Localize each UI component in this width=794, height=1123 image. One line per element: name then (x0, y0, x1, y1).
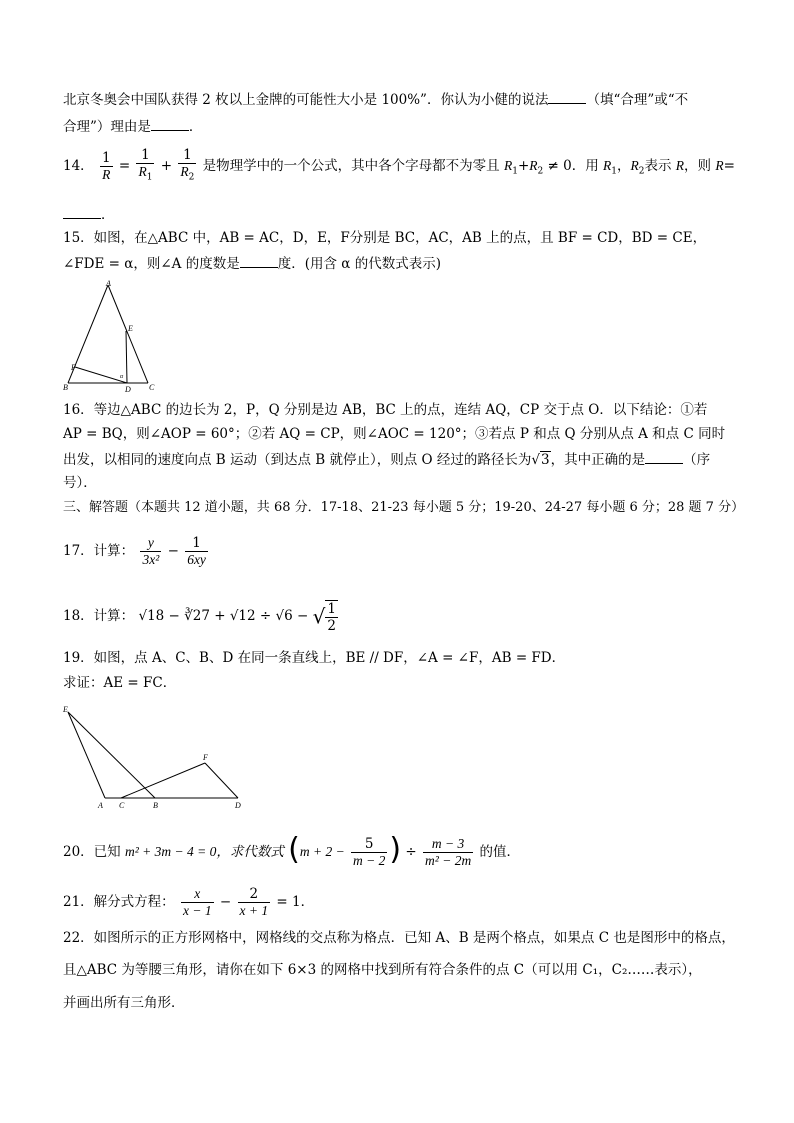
q16-line1: 16．等边△ABC 的边长为 2，P，Q 分别是边 AB，BC 上的点，连结 AQ，CP 交于点 O．以下结论：①若 (63, 402, 708, 418)
q15-line1: 15．如图，在△ABC 中，AB = AC，D，E，F分别是 BC，AC，AB 上的点，且 BF = CD，BD = CE， (63, 230, 707, 246)
q21-fraction-2: $\frac{2}{x + 1}$ (239, 886, 269, 918)
q13-answer-blank-2[interactable] (151, 116, 189, 131)
q20-line: 20．已知 m² + 3m − 4 = 0，求代数式 (m + 2 − $\frac{5}{m - 2}$ ) ÷ $\frac{m - 3}{\text{m² − 2m}}$ 的值． (63, 831, 520, 868)
q15-label-d: D (125, 385, 131, 394)
q19-segment-be (68, 712, 155, 798)
q14-line1: 14． $\frac{1}{R}$ = $\frac{1}{R_1}$ + $\frac{1}{R_2}$ 是物理学中的一个公式，其中各个字母都不为零且 $R_1+R_2 \ne 0$．用 $R_1$，$R_2$表示 R，则 R= (63, 146, 732, 192)
q19-label-a: A (98, 801, 103, 810)
q14-fraction-1-over-R2: $\frac{1}{R_2}$ (180, 147, 195, 183)
q19-line2: 求证：AE = FC． (63, 675, 177, 691)
q19-label-e: E (63, 705, 68, 714)
q19-label-b: B (153, 801, 158, 810)
q22-line2: 且△ABC 为等腰三角形，请你在如下 6×3 的网格中找到所有符合条件的点 C（可以用 C₁，C₂……表示）， (63, 962, 702, 978)
q19-segment-ae (68, 712, 105, 798)
q15-label-f: F (71, 363, 76, 372)
q13-answer-blank-1[interactable] (548, 89, 586, 104)
q19-segment-cf (121, 763, 205, 798)
q15-side-ac (108, 285, 148, 383)
q17-fraction-2: $\frac{1}{6xy}$ (187, 535, 206, 567)
q19-line1: 19．如图，点 A、C、B、D 在同一条直线上，BE // DF，∠A = ∠F，AB = FD． (63, 650, 566, 666)
q19-label-f: F (203, 753, 208, 762)
q16-line2: AP = BQ，则∠AOP = 60°；②若 AQ = CP，则∠AOC = 120°；③若点 P 和点 Q 分别从点 A 和点 C 同时 (63, 426, 726, 442)
q20-fraction-1: $\frac{5}{m - 2}$ (353, 836, 386, 868)
q15-label-alpha: α (120, 374, 124, 380)
q19-label-c: C (119, 801, 125, 810)
q19-label-d: D (235, 801, 241, 810)
q16-answer-blank[interactable] (645, 449, 683, 464)
q16-line3: 出发，以相同的速度向点 B 运动（到达点 B 就停止），则点 O 经过的路径长为√3，其中正确的是 （序 (63, 449, 732, 470)
q13-line2: 合理”）理由是 ． (63, 116, 732, 137)
q17-fraction-1: $\frac{y}{\text{3x²}}$ (142, 535, 160, 567)
q15-label-c: C (149, 383, 155, 392)
q15-label-b: B (63, 383, 68, 392)
q17-line: 17．计算： $\frac{y}{\text{3x²}}$ − $\frac{1}{6xy}$ (63, 535, 206, 567)
q21-fraction-1: $\frac{x}{x - 1}$ (182, 886, 212, 918)
q21-line: 21．解分式方程： $\frac{x}{x - 1}$ − $\frac{2}{x + 1}$ = 1． (63, 886, 315, 918)
q13-line1: 北京冬奥会中国队获得 2 枚以上金牌的可能性大小是 100%”．你认为小健的说法 （填“合理”或“不 (63, 89, 732, 110)
q14-line2: ． (63, 204, 732, 225)
q15-label-e: E (128, 324, 133, 333)
section-3-heading: 三、解答题（本题共 12 道小题，共 68 分．17-18、21-23 每小题 5 分；19-20、24-27 每小题 6 分；28 题 7 分） (63, 500, 745, 515)
q14-fraction-1-over-R1: $\frac{1}{R_1}$ (138, 147, 153, 183)
q18-line: 18．计算： √18 − ∛27 + √12 ÷ √6 − √ $\frac{1}{2}$ (63, 600, 336, 634)
q22-line1: 22．如图所示的正方形网格中，网格线的交点称为格点．已知 A、B 是两个格点，如果点 C 也是图形中的格点， (63, 930, 735, 946)
q18-sqrt-half: $\frac{1}{2}$ (327, 600, 336, 634)
q14-fraction-1-over-R: $\frac{1}{R}$ (101, 150, 111, 182)
q14-answer-blank[interactable] (63, 204, 101, 219)
q15-triangle-figure (60, 278, 165, 394)
q15-label-a: A (106, 279, 111, 288)
q16-line4: 号）． (63, 475, 97, 491)
q15-line2: ∠FDE = α，则∠A 的度数是 度．(用含 α 的代数式表示) (63, 253, 732, 274)
sqrt-3: √3 (531, 452, 550, 468)
q22-line3: 并画出所有三角形． (63, 995, 185, 1011)
q19-segment-df (205, 763, 238, 798)
q20-fraction-2: $\frac{m - 3}{\text{m² − 2m}}$ (425, 836, 472, 868)
q15-answer-blank[interactable] (240, 253, 278, 268)
q15-segment-de (126, 331, 127, 383)
q19-geometry-figure (58, 700, 248, 812)
